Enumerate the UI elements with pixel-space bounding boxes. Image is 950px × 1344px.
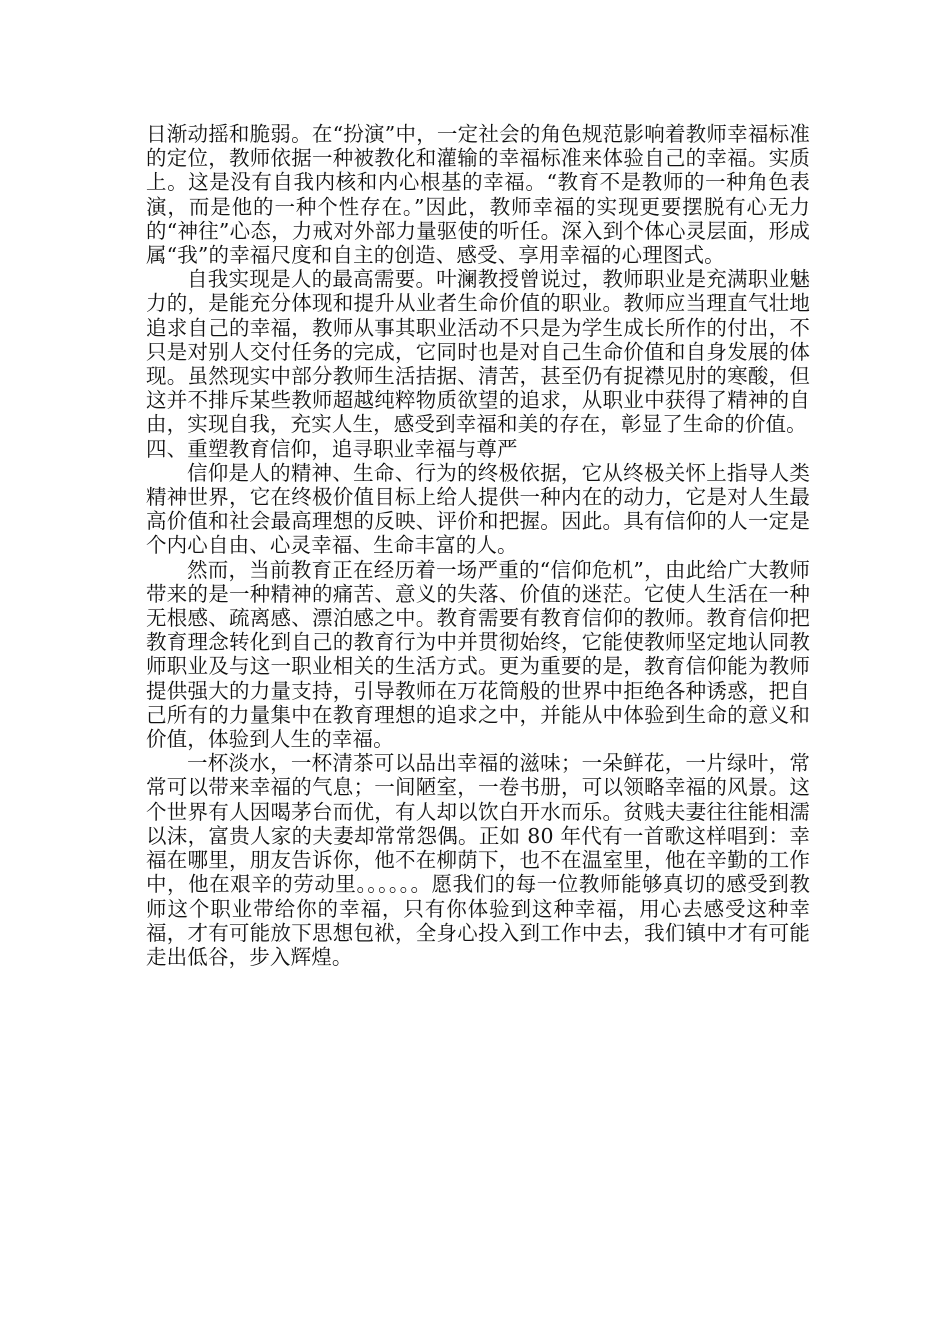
paragraph-belief-crisis: 然而，当前教育正在经历着一场严重的“信仰危机”，由此给广大教师带来的是一种精神的痛苦、意义的失落、价值的迷茫。它使人生活在一种无根感、疏离感、漂泊感之中。教育需要有教育信仰的教师。教育信仰把教育理念转化到自己的教育行为中并贯彻始终，它能使教师坚定地认同教师职业及与这一职业相关的生活方式。更为重要的是，教育信仰能为教师提供强大的力量支持，引导教师在万花筒般的世界中拒绝各种诱惑，把自己所有的力量集中在教育理想的追求之中，并能从中体验到生命的意义和价值，体验到人生的幸福。 — [146, 557, 810, 752]
paragraph-self-actualization: 自我实现是人的最高需要。叶澜教授曾说过，教师职业是充满职业魅力的，是能充分体现和提升从业者生命价值的职业。教师应当理直气壮地追求自己的幸福，教师从事其职业活动不只是为学生成长所作的付出，不只是对别人交付任务的完成，它同时也是对自己生命价值和自身发展的体现。虽然现实中部分教师生活拮据、清苦，甚至仍有捉襟见肘的寒酸，但这并不排斥某些教师超越纯粹物质欲望的追求，从职业中获得了精神的自由，实现自我，充实人生，感受到幸福和美的存在，彰显了生命的价值。 — [146, 267, 810, 437]
document-body — [146, 122, 810, 969]
paragraph-conclusion: 一杯淡水，一杯清茶可以品出幸福的滋味；一朵鲜花，一片绿叶，常常可以带来幸福的气息；一间陋室，一卷书册，可以领略幸福的风景。这个世界有人因喝茅台而优，有人却以饮白开水而乐。贫贱夫妻往往能相濡以沫，富贵人家的夫妻却常常怨偶。正如 80 年代有一首歌这样唱到：幸福在哪里，朋友告诉你，他不在柳荫下，也不在温室里，他在辛勤的工作中，他在艰辛的劳动里。。。。。。愿我们的每一位教师能够真切的感受到教师这个职业带给你的幸福，只有你体验到这种幸福，用心去感受这种幸福，才有可能放下思想包袱，全身心投入到工作中去，我们镇中才有可能走出低谷，步入辉煌。 — [146, 751, 810, 969]
paragraph-continuation: 日渐动摇和脆弱。在“扮演”中，一定社会的角色规范影响着教师幸福标准的定位，教师依据一种被教化和灌输的幸福标准来体验自己的幸福。实质上。这是没有自我内核和内心根基的幸福。“教育不是教师的一种角色表演，而是他的一种个性存在。”因此，教师幸福的实现更要摆脱有心无力的“神往”心态，力戒对外部力量驱使的听任。深入到个体心灵层面，形成属“我”的幸福尺度和自主的创造、感受、享用幸福的心理图式。 — [146, 122, 810, 268]
paragraph-belief: 信仰是人的精神、生命、行为的终极依据，它从终极关怀上指导人类精神世界，它在终极价值目标上给人提供一种内在的动力，它是对人生最高价值和社会最高理想的反映、评价和把握。因此。具有信仰的人一定是个内心自由、心灵幸福、生命丰富的人。 — [146, 460, 810, 558]
section-heading: 四、重塑教育信仰，追寻职业幸福与尊严 — [146, 436, 518, 461]
